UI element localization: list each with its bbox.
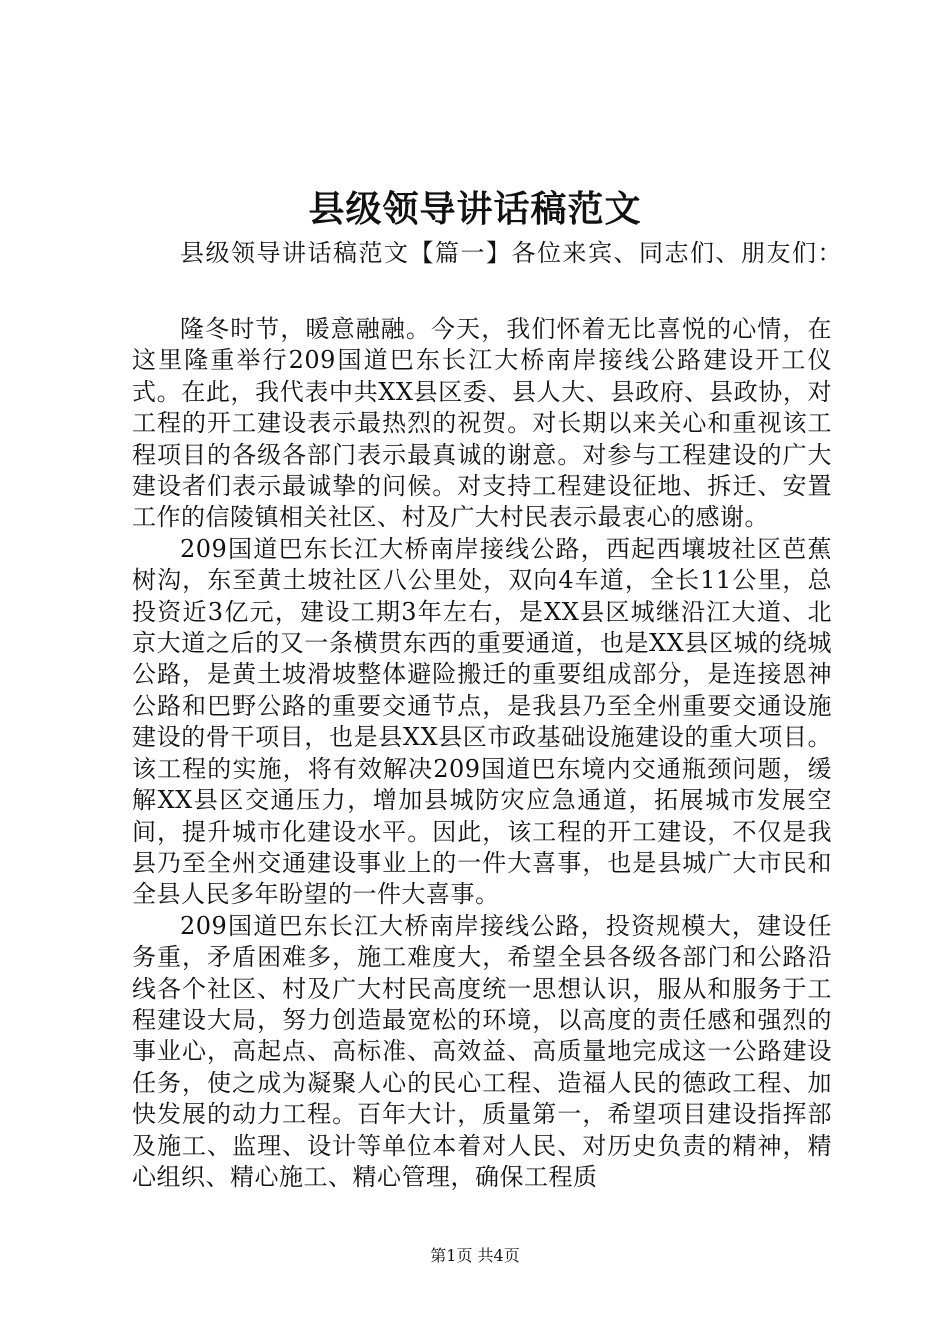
document-title: 县级领导讲话稿范文 — [308, 188, 642, 230]
document-subtitle: 县级领导讲话稿范文【篇一】各位来宾、同志们、朋友们： — [180, 239, 843, 267]
paragraph: 209国道巴东长江大桥南岸接线公路，西起西壤坡社区芭蕉树沟，东至黄土坡社区八公里处，双向4车道，全长11公里，总投资近3亿元，建设工期3年左右，是XX县区城继沿江大道、北京大道之后的又一条横贯东西的重要通道，也是XX县区城的绕城公路，是黄土坡滑坡整体避险搬迁的重要组成部分，是连接恩神公路和巴野公路的重要交通节点，是我县乃至全州重要交通设施建设的骨干项目，也是县XX县区市政基础设施建设的重大项目。该工程的实施，将有效解决209国道巴东境内交通瓶颈问题，缓解XX县区交通压力，增加县城防灾应急通道，拓展城市发展空间，提升城市化建设水平。因此，该工程的开工建设，不仅是我县乃至全州交通建设事业上的一件大喜事，也是县城广大市民和全县人民多年盼望的一件大喜事。 — [132, 534, 832, 909]
page-footer: 第1页 共4页 — [430, 1246, 520, 1265]
paragraph: 隆冬时节，暖意融融。今天，我们怀着无比喜悦的心情，在这里隆重举行209国道巴东长江大桥南岸接线公路建设开工仪式。在此，我代表中共XX县区委、县人大、县政府、县政协，对工程的开工建设表示最热烈的祝贺。对长期以来关心和重视该工程项目的各级各部门表示最真诚的谢意。对参与工程建设的广大建设者们表示最诚挚的问候。对支持工程建设征地、拆迁、安置工作的信陵镇相关社区、村及广大村民表示最衷心的感谢。 — [132, 315, 832, 532]
paragraph: 209国道巴东长江大桥南岸接线公路，投资规模大，建设任务重，矛盾困难多，施工难度大，希望全县各级各部门和公路沿线各个社区、村及广大村民高度统一思想认识，服从和服务于工程建设大局，努力创造最宽松的环境，以高度的责任感和强烈的事业心，高起点、高标准、高效益、高质量地完成这一公路建设任务，使之成为凝聚人心的民心工程、造福人民的德政工程、加快发展的动力工程。百年大计，质量第一，希望项目建设指挥部及施工、监理、设计等单位本着对人民、对历史负责的精神，精心组织、精心施工、精心管理，确保工程质 — [132, 911, 832, 1191]
document-body — [132, 314, 832, 1193]
